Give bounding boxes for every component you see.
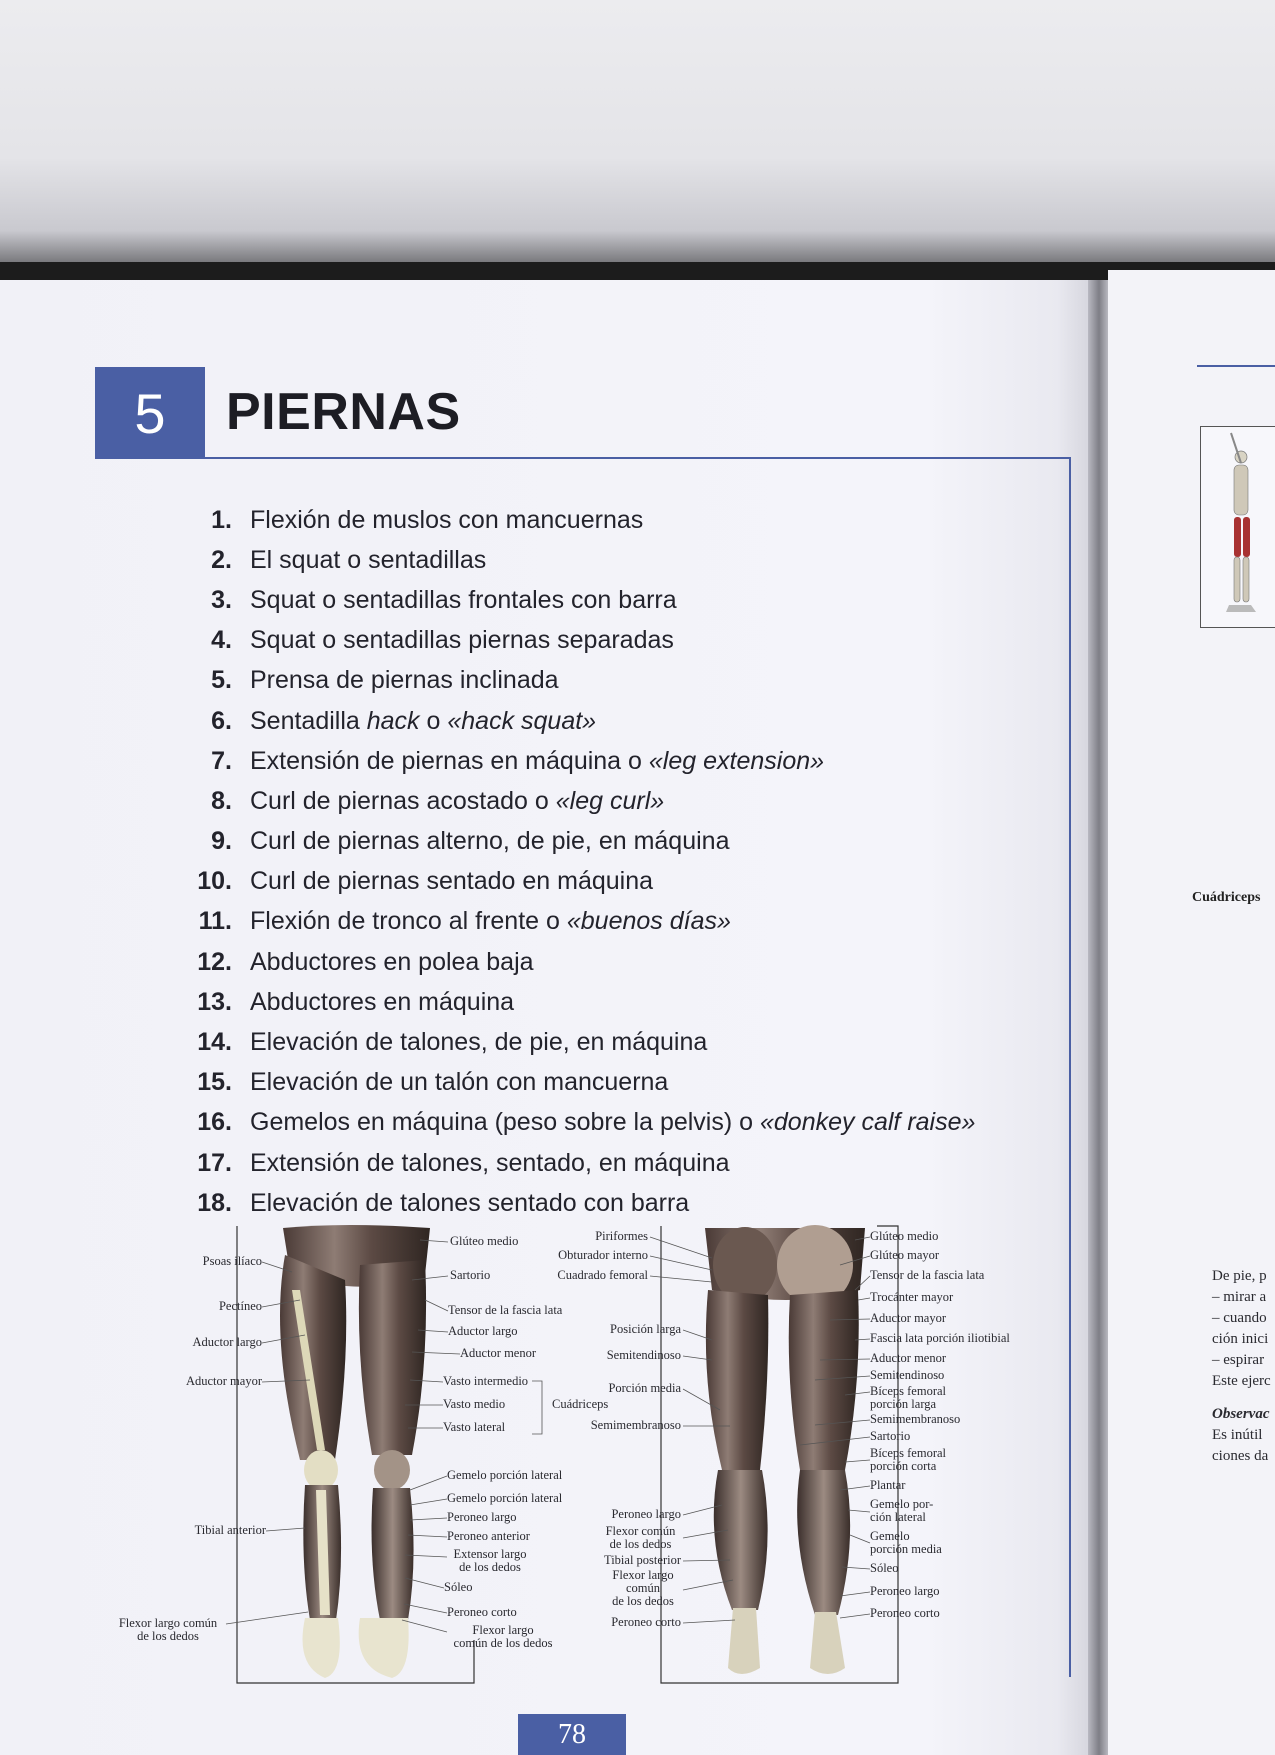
front-left-foot bbox=[303, 1618, 340, 1678]
exercise-title-part: Extensión de talones, sentado, en máquina bbox=[250, 1148, 730, 1177]
label-gluteo-medio-front: Glúteo medio bbox=[450, 1234, 519, 1248]
label-sartorio-back: Sartorio bbox=[870, 1429, 911, 1443]
exercise-item bbox=[190, 540, 1010, 580]
exercise-title bbox=[250, 707, 596, 736]
exercise-title-part: Abductores en máquina bbox=[250, 987, 515, 1016]
chapter-title: PIERNAS bbox=[226, 383, 461, 441]
exercise-title-italic: «leg extension» bbox=[648, 746, 825, 775]
exercise-number: 11. bbox=[198, 907, 232, 936]
label-flexor-largo-comun-back: Flexor largo común de los dedos bbox=[612, 1568, 674, 1608]
right-page-rule bbox=[1197, 365, 1275, 367]
label-fascia-lata-iliotibial: Fascia lata porción iliotibial bbox=[870, 1331, 1010, 1345]
back-left-calf bbox=[714, 1470, 768, 1610]
label-aductor-mayor-front: Aductor mayor bbox=[185, 1374, 262, 1388]
exercise-number: 13. bbox=[197, 987, 232, 1016]
exercise-title bbox=[250, 586, 677, 615]
squat-figure-thumbnail bbox=[1201, 427, 1275, 627]
label-peroneo-corto-back-left: Peroneo corto bbox=[611, 1615, 681, 1629]
label-aductor-menor-front: Aductor menor bbox=[460, 1346, 537, 1360]
exercise-title-part: Gemelos en máquina (peso sobre la pelvis) o bbox=[250, 1108, 760, 1137]
chapter-number-badge: 5 bbox=[95, 367, 205, 459]
label-semitendinoso-back-left: Semitendinoso bbox=[606, 1348, 681, 1362]
exercise-title-part: o bbox=[419, 706, 448, 735]
exercise-item bbox=[190, 1103, 1010, 1143]
label-peroneo-largo-back-left: Peroneo largo bbox=[611, 1507, 681, 1521]
right-page-line-9: ciones da bbox=[1212, 1448, 1269, 1464]
exercise-title-part: Elevación de talones sentado con barra bbox=[250, 1188, 690, 1217]
front-left-thigh bbox=[280, 1255, 346, 1460]
right-page-line-6: Este ejerc bbox=[1212, 1373, 1271, 1389]
label-biceps-femoral-corta: Bíceps femoral porción corta bbox=[870, 1446, 947, 1473]
exercise-number: 5. bbox=[211, 666, 232, 695]
exercise-number: 16. bbox=[197, 1108, 232, 1137]
back-right-calf bbox=[797, 1470, 850, 1615]
exercise-title-part: Squat o sentadillas piernas separadas bbox=[250, 626, 674, 655]
exercise-number: 7. bbox=[211, 746, 232, 775]
exercise-item bbox=[190, 741, 1010, 781]
label-piriformes: Piriformes bbox=[595, 1229, 648, 1243]
label-flexor-largo-comun-front-right: Flexor largo común de los dedos bbox=[453, 1623, 553, 1650]
exercise-title-part: Flexión de tronco al frente o bbox=[250, 907, 567, 936]
label-gemelo-porcion-lateral-back: Gemelo por- ción lateral bbox=[870, 1497, 934, 1524]
label-soleo-back: Sóleo bbox=[870, 1561, 899, 1575]
exercise-title bbox=[250, 1149, 730, 1178]
exercise-title bbox=[250, 1028, 707, 1057]
right-page-thumbnail bbox=[1200, 426, 1275, 628]
exercise-item bbox=[190, 862, 1010, 902]
exercise-title bbox=[250, 1068, 668, 1097]
right-page-line-1: De pie, p bbox=[1212, 1268, 1267, 1284]
frame-top-rule bbox=[95, 457, 1071, 459]
back-right-ankle bbox=[810, 1612, 845, 1674]
label-obturador-interno: Obturador interno bbox=[558, 1248, 648, 1262]
exercise-item bbox=[190, 1022, 1010, 1062]
exercise-number: 8. bbox=[211, 786, 232, 815]
label-gemelo-porcion-media: Gemelo porción media bbox=[870, 1529, 942, 1556]
exercise-item bbox=[190, 701, 1010, 741]
page-number: 78 bbox=[518, 1714, 626, 1755]
right-page-line-4: ción inici bbox=[1212, 1331, 1269, 1347]
exercise-title-part: Extensión de piernas en máquina o bbox=[250, 746, 649, 775]
label-flexor-comun: Flexor común de los dedos bbox=[605, 1524, 676, 1551]
exercise-item bbox=[190, 1063, 1010, 1103]
exercise-number: 10. bbox=[197, 867, 232, 896]
exercise-item bbox=[190, 1183, 1010, 1223]
label-biceps-femoral-larga: Bíceps femoral porción larga bbox=[870, 1384, 947, 1411]
label-vasto-lateral: Vasto lateral bbox=[443, 1420, 506, 1434]
label-aductor-mayor-back: Aductor mayor bbox=[870, 1311, 947, 1325]
exercise-title bbox=[250, 907, 731, 936]
exercise-title-part: Curl de piernas alterno, de pie, en máquina bbox=[250, 827, 730, 856]
exercise-item bbox=[190, 982, 1010, 1022]
label-soleo-front: Sóleo bbox=[444, 1580, 473, 1594]
exercise-number: 12. bbox=[197, 947, 232, 976]
exercise-item bbox=[190, 1143, 1010, 1183]
label-porcion-media: Porción media bbox=[608, 1381, 681, 1395]
exercise-title-part: Flexión de muslos con mancuernas bbox=[250, 505, 644, 534]
right-page-line-5: – espirar bbox=[1212, 1352, 1265, 1368]
exercise-title-italic: «buenos días» bbox=[566, 907, 731, 936]
front-right-knee bbox=[374, 1450, 410, 1490]
front-right-thigh bbox=[359, 1260, 426, 1455]
label-tibial-posterior: Tibial posterior bbox=[604, 1553, 681, 1567]
front-legs-figure bbox=[280, 1225, 430, 1678]
exercise-title-italic: «donkey calf raise» bbox=[760, 1108, 976, 1137]
exercise-title-italic: hack bbox=[366, 706, 420, 735]
right-page-cuadriceps-label: Cuádriceps bbox=[1192, 890, 1261, 905]
exercise-title-part: Squat o sentadillas frontales con barra bbox=[250, 585, 677, 614]
exercise-title-part: Sentadilla bbox=[250, 706, 367, 735]
back-right-thigh bbox=[789, 1290, 859, 1470]
book-gutter bbox=[1088, 280, 1110, 1755]
label-aductor-largo-front-left: Aductor largo bbox=[192, 1335, 262, 1349]
exercise-title bbox=[250, 948, 534, 977]
label-peroneo-corto-back-right: Peroneo corto bbox=[870, 1606, 940, 1620]
scanner-background bbox=[0, 0, 1275, 262]
exercise-item bbox=[190, 580, 1010, 620]
exercise-number: 6. bbox=[211, 706, 232, 735]
exercise-title bbox=[250, 827, 729, 856]
front-right-shin bbox=[372, 1488, 414, 1620]
label-gluteo-mayor: Glúteo mayor bbox=[870, 1248, 940, 1262]
label-tibial-anterior: Tibial anterior bbox=[194, 1523, 266, 1537]
back-left-thigh bbox=[706, 1290, 768, 1470]
label-plantar: Plantar bbox=[870, 1478, 906, 1492]
label-semimembranoso-back-left: Semimembranoso bbox=[590, 1418, 681, 1432]
exercise-number: 17. bbox=[197, 1148, 232, 1177]
exercise-number: 14. bbox=[197, 1028, 232, 1057]
right-page-line-8: Es inútil bbox=[1212, 1427, 1263, 1443]
exercise-title bbox=[250, 988, 514, 1017]
label-cuadriceps: Cuádriceps bbox=[552, 1397, 609, 1411]
exercise-item bbox=[190, 942, 1010, 982]
exercise-title bbox=[250, 1189, 689, 1218]
exercise-title bbox=[250, 506, 643, 535]
right-page-line-3: – cuando bbox=[1212, 1310, 1267, 1326]
exercise-title bbox=[250, 867, 653, 896]
exercise-title-part: El squat o sentadillas bbox=[250, 545, 487, 574]
label-trocanter-mayor: Trocánter mayor bbox=[870, 1290, 954, 1304]
label-sartorio-front: Sartorio bbox=[450, 1268, 491, 1282]
exercise-title bbox=[250, 787, 664, 816]
label-peroneo-largo-back-right: Peroneo largo bbox=[870, 1584, 940, 1598]
exercise-number: 4. bbox=[211, 626, 232, 655]
exercise-title-italic: «leg curl» bbox=[555, 786, 665, 815]
exercise-title-part: Curl de piernas acostado o bbox=[250, 786, 556, 815]
exercise-title bbox=[250, 747, 824, 776]
exercise-number: 18. bbox=[197, 1188, 232, 1217]
exercise-item bbox=[190, 500, 1010, 540]
exercise-item bbox=[190, 902, 1010, 942]
label-aductor-menor-back: Aductor menor bbox=[870, 1351, 947, 1365]
exercise-title bbox=[250, 1108, 975, 1137]
right-page-line-7: Observac bbox=[1212, 1406, 1270, 1422]
exercise-number: 2. bbox=[211, 545, 232, 574]
label-gemelo-lateral-2: Gemelo porción lateral bbox=[447, 1491, 563, 1505]
exercise-title-part: Prensa de piernas inclinada bbox=[250, 666, 559, 695]
exercise-number: 3. bbox=[211, 585, 232, 614]
back-legs-figure bbox=[705, 1225, 865, 1674]
label-posicion-larga: Posición larga bbox=[610, 1322, 681, 1336]
exercise-list bbox=[190, 500, 1010, 1223]
label-vasto-intermedio: Vasto intermedio bbox=[443, 1374, 529, 1388]
label-cuadrado-femoral: Cuadrado femoral bbox=[557, 1268, 648, 1282]
label-psoas-iliaco: Psoas ilíaco bbox=[202, 1254, 262, 1268]
front-figure-frame bbox=[237, 1226, 474, 1683]
right-page-line-2: – mirar a bbox=[1212, 1289, 1267, 1305]
label-gluteo-medio-back: Glúteo medio bbox=[870, 1229, 939, 1243]
exercise-item bbox=[190, 621, 1010, 661]
exercise-title bbox=[250, 626, 674, 655]
exercise-item bbox=[190, 822, 1010, 862]
label-extensor-largo: Extensor largo de los dedos bbox=[453, 1547, 527, 1574]
exercise-title bbox=[250, 666, 559, 695]
exercise-title-italic: «hack squat» bbox=[447, 706, 597, 735]
label-peroneo-largo-front: Peroneo largo bbox=[447, 1510, 517, 1524]
label-flexor-largo-comun-front-left: Flexor largo común de los dedos bbox=[118, 1616, 218, 1643]
exercise-title-part: Elevación de un talón con mancuerna bbox=[250, 1068, 669, 1097]
label-peroneo-anterior: Peroneo anterior bbox=[447, 1529, 530, 1543]
exercise-title-part: Curl de piernas sentado en máquina bbox=[250, 867, 654, 896]
label-aductor-largo-front-right: Aductor largo bbox=[448, 1324, 518, 1338]
label-gemelo-lateral-1: Gemelo porción lateral bbox=[447, 1468, 563, 1482]
back-left-ankle bbox=[728, 1608, 760, 1674]
label-semimembranoso-back-right: Semimembranoso bbox=[870, 1412, 961, 1426]
label-tensor-fascia-back: Tensor de la fascia lata bbox=[870, 1268, 985, 1282]
label-semitendinoso-back-right: Semitendinoso bbox=[870, 1368, 945, 1382]
label-tensor-fascia-front: Tensor de la fascia lata bbox=[448, 1303, 563, 1317]
label-pectineo: Pectíneo bbox=[218, 1299, 262, 1313]
exercise-item bbox=[190, 661, 1010, 701]
exercise-number: 9. bbox=[211, 827, 232, 856]
exercise-item bbox=[190, 781, 1010, 821]
exercise-title-part: Elevación de talones, de pie, en máquina bbox=[250, 1028, 708, 1057]
exercise-title bbox=[250, 546, 486, 575]
exercise-number: 1. bbox=[211, 505, 232, 534]
front-right-foot bbox=[359, 1618, 409, 1678]
label-peroneo-corto-front: Peroneo corto bbox=[447, 1605, 517, 1619]
exercise-number: 15. bbox=[197, 1068, 232, 1097]
exercise-title-part: Abductores en polea baja bbox=[250, 947, 534, 976]
front-left-knee bbox=[304, 1450, 338, 1490]
label-vasto-medio: Vasto medio bbox=[443, 1397, 506, 1411]
